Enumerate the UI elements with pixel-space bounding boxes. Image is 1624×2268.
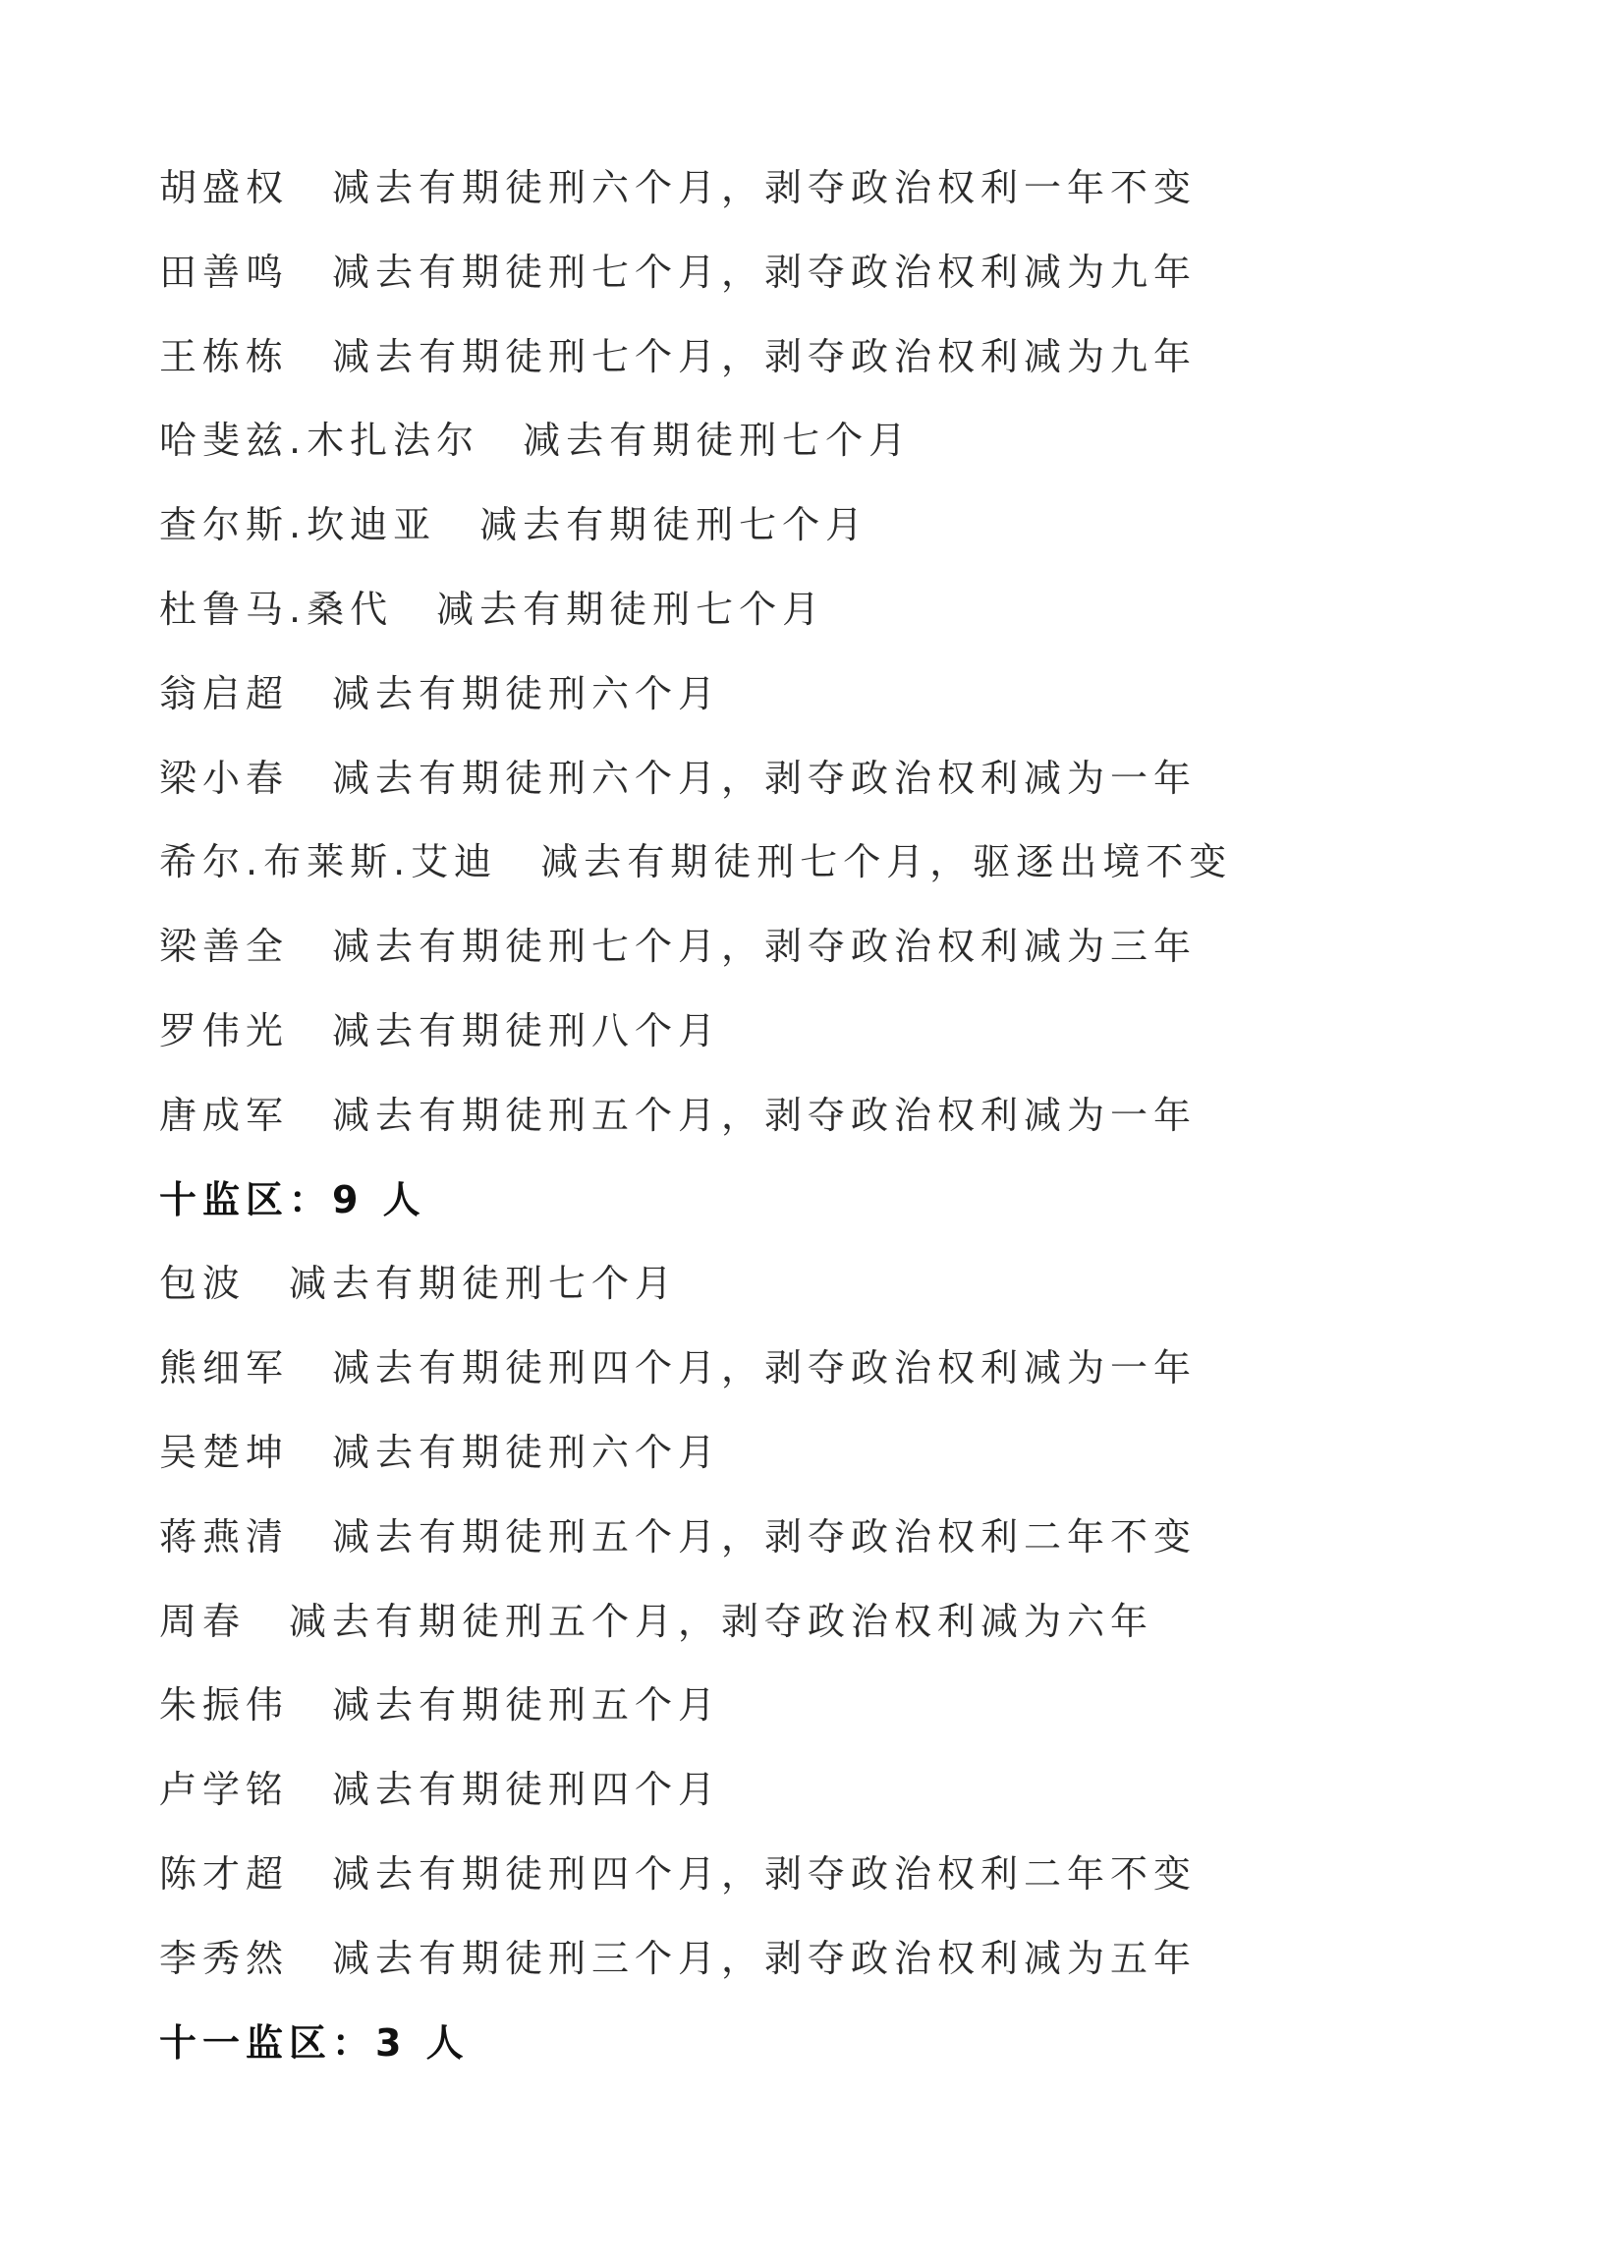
list-item bbox=[159, 1580, 1232, 1665]
sentence-reduction: 减去有期徒刑六个月，剥夺政治权利减为一年 bbox=[332, 756, 1198, 800]
sentence-reduction: 减去有期徒刑七个月 bbox=[479, 503, 869, 547]
person-name: 梁小春 bbox=[159, 756, 290, 800]
person-name: 熊细军 bbox=[159, 1346, 290, 1390]
sentence-reduction: 减去有期徒刑七个月，剥夺政治权利减为九年 bbox=[332, 250, 1198, 294]
list-item bbox=[159, 483, 1232, 568]
list-item bbox=[159, 1242, 1232, 1327]
sentence-reduction: 减去有期徒刑七个月，剥夺政治权利减为三年 bbox=[332, 925, 1198, 969]
sentence-reduction: 减去有期徒刑七个月 bbox=[289, 1262, 679, 1306]
person-name: 梁善全 bbox=[159, 925, 290, 969]
list-item bbox=[159, 1833, 1232, 1917]
sentence-reduction: 减去有期徒刑六个月 bbox=[332, 1430, 722, 1474]
list-item bbox=[159, 1664, 1232, 1748]
sentence-reduction: 减去有期徒刑五个月，剥夺政治权利二年不变 bbox=[332, 1514, 1198, 1559]
list-item bbox=[159, 652, 1232, 737]
list-item bbox=[159, 737, 1232, 822]
sentence-reduction: 减去有期徒刑四个月 bbox=[332, 1768, 722, 1812]
person-name: 包波 bbox=[159, 1262, 247, 1306]
list-item bbox=[159, 1074, 1232, 1159]
list-item bbox=[159, 905, 1232, 990]
person-name: 卢学铭 bbox=[159, 1768, 290, 1812]
sentence-reduction: 减去有期徒刑四个月，剥夺政治权利二年不变 bbox=[332, 1851, 1198, 1896]
person-name: 田善鸣 bbox=[159, 250, 290, 294]
list-item bbox=[159, 146, 1232, 231]
list-item bbox=[159, 315, 1232, 400]
list-item bbox=[159, 1496, 1232, 1580]
list-item bbox=[159, 231, 1232, 315]
list-item bbox=[159, 1411, 1232, 1496]
person-name: 翁启超 bbox=[159, 671, 290, 715]
sentence-reduction: 减去有期徒刑六个月 bbox=[332, 671, 722, 715]
list-item bbox=[159, 1748, 1232, 1833]
list-item bbox=[159, 990, 1232, 1074]
person-name: 陈才超 bbox=[159, 1851, 290, 1896]
person-name: 周春 bbox=[159, 1599, 247, 1643]
list-item bbox=[159, 399, 1232, 483]
person-name: 希尔.布莱斯.艾迪 bbox=[159, 840, 498, 884]
list-item bbox=[159, 1327, 1232, 1411]
list-item bbox=[159, 1917, 1232, 2002]
sentence-reduction: 减去有期徒刑四个月，剥夺政治权利减为一年 bbox=[332, 1346, 1198, 1390]
person-name: 杜鲁马.桑代 bbox=[159, 587, 394, 631]
sentence-reduction: 减去有期徒刑七个月 bbox=[436, 587, 826, 631]
person-name: 吴楚坤 bbox=[159, 1430, 290, 1474]
person-name: 朱振伟 bbox=[159, 1683, 290, 1728]
list-item bbox=[159, 821, 1232, 905]
sentence-reduction: 减去有期徒刑七个月，剥夺政治权利减为九年 bbox=[332, 334, 1198, 378]
person-name: 查尔斯.坎迪亚 bbox=[159, 503, 437, 547]
person-name: 蒋燕清 bbox=[159, 1514, 290, 1559]
person-name: 胡盛权 bbox=[159, 166, 290, 209]
sentence-reduction: 减去有期徒刑五个月，剥夺政治权利减为六年 bbox=[289, 1599, 1154, 1643]
sentence-reduction: 减去有期徒刑七个月 bbox=[523, 419, 913, 463]
person-name: 哈斐兹.木扎法尔 bbox=[159, 419, 480, 463]
section-heading: 十一监区：3 人 bbox=[159, 2020, 470, 2065]
person-name: 李秀然 bbox=[159, 1936, 290, 1980]
document-body bbox=[159, 146, 1232, 2085]
sentence-reduction: 减去有期徒刑八个月 bbox=[332, 1008, 722, 1052]
sentence-reduction: 减去有期徒刑五个月 bbox=[332, 1683, 722, 1728]
person-name: 唐成军 bbox=[159, 1093, 290, 1137]
list-item bbox=[159, 568, 1232, 652]
person-name: 王栋栋 bbox=[159, 334, 290, 378]
section-heading: 十监区：9 人 bbox=[159, 1177, 426, 1221]
person-name: 罗伟光 bbox=[159, 1008, 290, 1052]
sentence-reduction: 减去有期徒刑五个月，剥夺政治权利减为一年 bbox=[332, 1093, 1198, 1137]
sentence-reduction: 减去有期徒刑七个月，驱逐出境不变 bbox=[540, 840, 1233, 884]
sentence-reduction: 减去有期徒刑三个月，剥夺政治权利减为五年 bbox=[332, 1936, 1198, 1980]
sentence-reduction: 减去有期徒刑六个月，剥夺政治权利一年不变 bbox=[332, 166, 1198, 209]
